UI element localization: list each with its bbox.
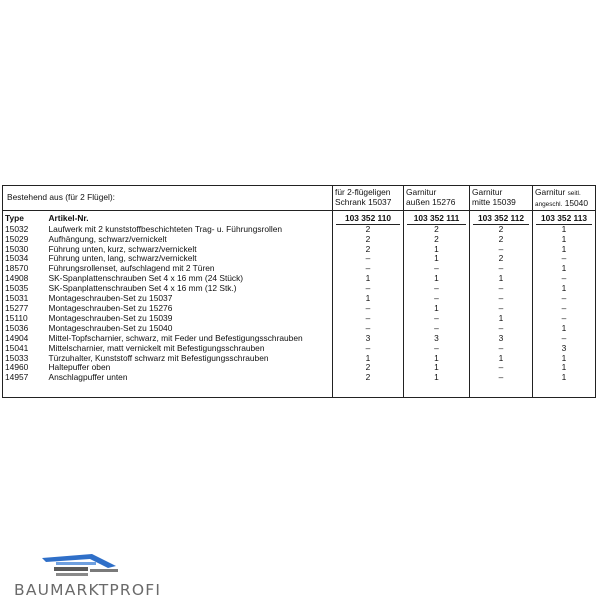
header-col-2-line2: außen 15276 [406,196,456,207]
header-col-4-line2-small: angeschl. [535,200,563,208]
row-quantity-2: 1 [404,245,470,255]
table-row [3,334,596,344]
table-row [3,264,596,274]
row-quantity-3: 2 [470,225,533,235]
baumarktprofi-logo [14,548,164,600]
row-quantity-4: – [533,314,596,324]
row-quantity-1: 2 [333,373,404,383]
table-row [3,373,596,383]
row-quantity-2: – [404,344,470,354]
row-quantity-1: 3 [333,334,404,344]
article-number-3: 103 352 112 [473,214,529,225]
row-type: 15029 [3,235,47,245]
table-row [3,324,596,334]
row-quantity-4: 1 [533,235,596,245]
subheader-type: Type [3,210,47,224]
header-col-3-line2: mitte 15039 [472,196,516,207]
header-col-2 [404,186,470,211]
row-quantity-1: – [333,254,404,264]
row-quantity-4: – [533,334,596,344]
row-quantity-4: 1 [533,225,596,235]
row-quantity-3: – [470,363,533,373]
article-number-2-cell [404,210,470,224]
row-type: 14957 [3,373,47,383]
table-row [3,294,596,304]
row-type: 18570 [3,264,47,274]
row-type: 15033 [3,354,47,364]
header-description: Bestehend aus (für 2 Flügel): [3,186,333,211]
row-description: SK-Spanplattenschrauben Set 4 x 16 mm (24 Stück) [48,274,244,284]
table-end-cell [470,383,533,398]
row-quantity-3: – [470,284,533,294]
header-col-4-line1: Garnitur [535,187,566,197]
row-description: Montageschrauben-Set zu 15039 [48,313,173,323]
row-type: 15031 [3,294,47,304]
row-quantity-1: 2 [333,235,404,245]
row-description: Haltepuffer oben [48,363,111,373]
row-quantity-4: 1 [533,264,596,274]
header-col-4-line1-small: seitl. [567,190,581,197]
row-quantity-1: – [333,304,404,314]
article-number-4-cell [533,210,596,224]
table-end-row [3,383,596,398]
table-end-cell [404,383,470,398]
row-quantity-4: 3 [533,344,596,354]
row-quantity-2: – [404,314,470,324]
row-quantity-3: – [470,294,533,304]
row-type: 14960 [3,363,47,373]
row-quantity-4: 1 [533,363,596,373]
row-quantity-3: 2 [470,235,533,245]
article-number-1: 103 352 110 [336,214,400,225]
row-quantity-1: – [333,284,404,294]
table-row [3,235,596,245]
header-col-4-line2: 15040 [564,197,588,208]
row-quantity-2: – [404,284,470,294]
article-number-4: 103 352 113 [536,214,592,225]
table-end-cell [47,383,333,398]
row-description: Montageschrauben-Set zu 15040 [48,323,173,333]
row-quantity-3: – [470,344,533,354]
subheader-row [3,210,596,224]
table-row [3,284,596,294]
row-quantity-2: – [404,264,470,274]
row-quantity-3: 3 [470,334,533,344]
header-col-4-line2-wrap [535,199,593,210]
row-quantity-3: 1 [470,314,533,324]
row-description: Aufhängung, schwarz/vernickelt [48,234,167,244]
row-type: 14904 [3,334,47,344]
row-type: 15030 [3,245,47,255]
row-quantity-1: 2 [333,225,404,235]
row-quantity-4: 1 [533,324,596,334]
row-quantity-1: 2 [333,363,404,373]
table-row [3,304,596,314]
row-quantity-3: – [470,304,533,314]
row-quantity-2: 1 [404,363,470,373]
row-quantity-4: 1 [533,245,596,255]
article-number-3-cell [470,210,533,224]
header-col-1-line2: Schrank 15037 [335,196,392,207]
row-description: Montageschrauben-Set zu 15037 [48,294,173,304]
table-row [3,254,596,264]
logo-text: BAUMARKTPROFI [14,581,162,599]
row-quantity-4: – [533,254,596,264]
row-description: Montageschrauben-Set zu 15276 [48,303,173,313]
table-row [3,245,596,255]
row-type: 15034 [3,254,47,264]
article-number-1-cell [333,210,404,224]
row-type: 15032 [3,225,47,235]
row-quantity-1: – [333,314,404,324]
row-quantity-3: – [470,324,533,334]
row-quantity-1: 1 [333,294,404,304]
row-quantity-2: 2 [404,235,470,245]
table-end-cell [333,383,404,398]
table-header-row [3,186,596,211]
row-description: Mittelscharnier, matt vernickelt mit Befestigungsschrauben [48,343,265,353]
row-type: 15035 [3,284,47,294]
row-description: Führung unten, kurz, schwarz/vernickelt [48,244,197,254]
article-number-2: 103 352 111 [407,214,466,225]
table-end-cell [533,383,596,398]
row-quantity-3: 1 [470,354,533,364]
row-quantity-2: – [404,324,470,334]
table-row [3,314,596,324]
header-col-4 [533,186,596,211]
row-quantity-1: 1 [333,354,404,364]
row-quantity-1: – [333,324,404,334]
table-row [3,274,596,284]
header-col-2-line1: Garnitur [406,187,437,197]
parts-sheet [0,185,600,398]
row-quantity-4: – [533,304,596,314]
row-quantity-4: 1 [533,354,596,364]
parts-table [2,185,596,398]
row-quantity-3: – [470,245,533,255]
row-quantity-1: 1 [333,274,404,284]
table-row [3,225,596,235]
row-quantity-2: 1 [404,274,470,284]
row-quantity-3: – [470,264,533,274]
table-row [3,344,596,354]
row-quantity-2: 2 [404,225,470,235]
table-row [3,363,596,373]
row-quantity-2: 3 [404,334,470,344]
row-quantity-4: 1 [533,373,596,383]
row-description: Mittel-Topfscharnier, schwarz, mit Feder und Befestigungsschrauben [48,333,303,343]
header-col-1-line1: für 2-flügeligen [335,187,391,197]
row-description: Führung unten, lang, schwarz/vernickelt [48,254,197,264]
row-quantity-2: – [404,294,470,304]
row-description: Führungsrollenset, aufschlagend mit 2 Türen [48,264,215,274]
row-quantity-1: 2 [333,245,404,255]
row-type: 15036 [3,324,47,334]
header-col-3 [470,186,533,211]
header-col-1 [333,186,404,211]
row-quantity-2: 1 [404,304,470,314]
table-row [3,354,596,364]
header-col-3-line1: Garnitur [472,187,503,197]
row-quantity-2: 1 [404,373,470,383]
row-quantity-2: 1 [404,354,470,364]
row-type: 15041 [3,344,47,354]
row-quantity-1: – [333,344,404,354]
row-type: 15277 [3,304,47,314]
row-type: 14908 [3,274,47,284]
row-quantity-3: – [470,373,533,383]
row-type: 15110 [3,314,47,324]
row-description: Türzuhalter, Kunststoff schwarz mit Befestigungsschrauben [48,353,269,363]
subheader-article: Artikel-Nr. [48,213,89,224]
logo-roof-icon [14,548,164,582]
table-end-cell [3,383,47,398]
row-quantity-2: 1 [404,254,470,264]
row-description: SK-Spanplattenschrauben Set 4 x 16 mm (12 Stk.) [48,284,237,294]
row-description: Anschlagpuffer unten [48,373,128,383]
row-quantity-4: – [533,294,596,304]
row-quantity-1: – [333,264,404,274]
row-description: Laufwerk mit 2 kunststoffbeschichteten Trag- u. Führungsrollen [48,224,283,234]
row-quantity-4: 1 [533,284,596,294]
row-quantity-3: 1 [470,274,533,284]
row-quantity-4: – [533,274,596,284]
row-quantity-3: 2 [470,254,533,264]
